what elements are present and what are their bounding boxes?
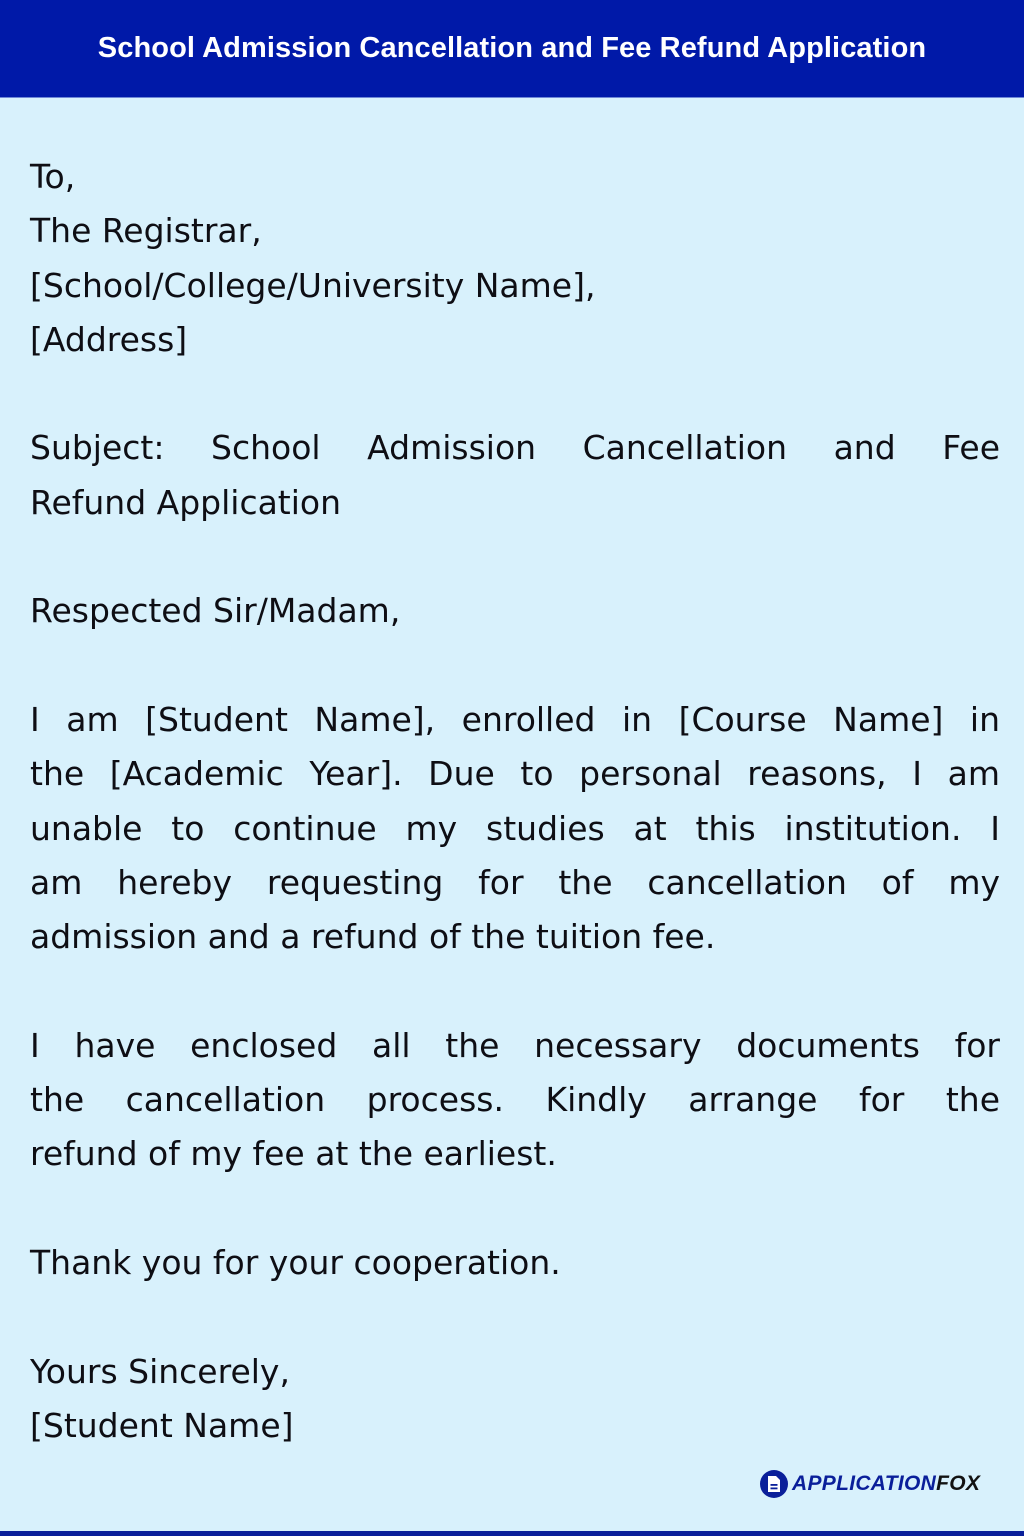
logo-text-application: APPLICATION: [792, 1472, 937, 1495]
to-line: To,: [30, 157, 76, 196]
header-banner: [0, 0, 1024, 98]
applicationfox-logo: [760, 1470, 980, 1498]
document-icon: [760, 1470, 788, 1498]
institution-line: [School/College/University Name],: [30, 265, 596, 305]
recipient-address: [30, 150, 1000, 367]
paragraph-1: [30, 693, 1000, 964]
page-title: School Admission Cancellation and Fee Refund Application: [97, 32, 927, 64]
sign-off: [30, 1345, 1000, 1454]
subject-line-2: Refund Application: [30, 482, 342, 522]
signature-text: [Student Name]: [30, 1405, 294, 1445]
bottom-border: [0, 1531, 1024, 1536]
paragraph-2-line: the cancellation process. Kindly arrange for the: [30, 1080, 1000, 1120]
subject: [30, 421, 1000, 530]
paragraph-2-line: I have enclosed all the necessary documents for: [30, 1025, 1000, 1065]
paragraph-2-line: refund of my fee at the earliest.: [30, 1134, 557, 1174]
subject-line-1: Subject: School Admission Cancellation and Fee: [30, 428, 1000, 468]
salutation: [30, 584, 1000, 638]
paragraph-1-line: am hereby requesting for the cancellation of my: [30, 862, 1000, 902]
recipient-line: The Registrar,: [30, 211, 262, 251]
paragraph-1-line: I am [Student Name], enrolled in [Course Name] in: [30, 699, 1000, 739]
paragraph-1-line: admission and a refund of the tuition fee.: [30, 917, 716, 957]
paragraph-1-line: the [Academic Year]. Due to personal reasons, I am: [30, 754, 1000, 794]
paragraph-1-line: unable to continue my studies at this institution. I: [30, 808, 1000, 848]
closing-text: Yours Sincerely,: [30, 1351, 290, 1391]
address-line: [Address]: [30, 319, 188, 359]
thanks-text: Thank you for your cooperation.: [30, 1242, 561, 1282]
letter-body: [30, 150, 1000, 1507]
logo-text-fox: FOX: [936, 1472, 981, 1495]
logo-wordmark: [792, 1472, 980, 1496]
thanks: [30, 1236, 1000, 1290]
paragraph-2: [30, 1019, 1000, 1182]
salutation-text: Respected Sir/Madam,: [30, 591, 401, 631]
